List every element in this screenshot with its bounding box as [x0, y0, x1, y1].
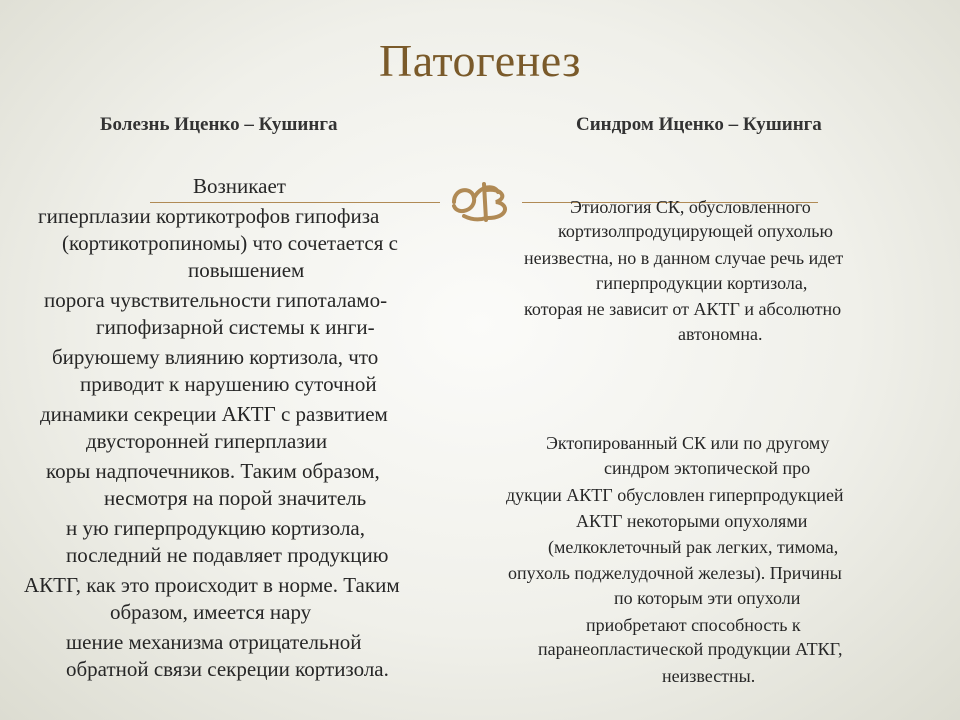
right-text-line: по которым эти опухоли	[614, 588, 801, 608]
left-text-line: гипофизарной системы к инги-	[96, 315, 375, 339]
left-text-line: несмотря на порой значитель	[104, 486, 367, 510]
left-text-line: Возникает	[193, 174, 286, 198]
right-text-line: неизвестны.	[662, 666, 756, 686]
left-column-heading: Болезнь Иценко – Кушинга	[100, 114, 338, 135]
right-text-line: неизвестна, но в данном случае речь идет	[524, 248, 844, 268]
left-text-line: коры надпочечников. Таким образом,	[46, 459, 380, 483]
left-text-line: гиперплазии кортикотрофов гипофиза	[38, 204, 380, 228]
right-text-line: синдром эктопической про	[604, 458, 811, 478]
left-text-line: повышением	[188, 258, 305, 282]
right-text-line: (мелкоклеточный рак легких, тимома,	[548, 537, 839, 557]
left-text-line: динамики секреции АКТГ с развитием	[40, 402, 388, 426]
right-text-line: Этиология СК, обусловленного	[570, 197, 811, 217]
right-text-line: дукции АКТГ обусловлен гиперпродукцией	[506, 485, 844, 505]
left-text-line: бируюшему влиянию кортизола, что	[52, 345, 379, 369]
left-text-line: двусторонней гиперплазии	[86, 429, 328, 453]
right-text-line: опухоль поджелудочной железы). Причины	[508, 563, 842, 583]
right-text-line: автономна.	[678, 324, 763, 344]
right-text-line: которая не зависит от АКТГ и абсолютно	[524, 299, 842, 319]
left-text-line: обратной связи секреции кортизола.	[66, 657, 389, 681]
right-text-line: приобретают способность к	[586, 615, 801, 635]
left-text-line: (кортикотропиномы) что сочетается с	[62, 231, 398, 255]
right-text-line: паранеопластической продукции АТКГ,	[538, 639, 843, 659]
right-text-line: гиперпродукции кортизола,	[596, 273, 808, 293]
left-text-line: приводит к нарушению суточной	[80, 372, 377, 396]
left-text-line: н ую гиперпродукцию кортизола,	[66, 516, 365, 540]
slide-title: Патогенез	[379, 35, 581, 86]
left-text-line: последний не подавляет продукцию	[66, 543, 389, 567]
right-text-line: АКТГ некоторыми опухолями	[576, 511, 808, 531]
right-column-heading: Синдром Иценко – Кушинга	[576, 114, 822, 135]
left-text-line: порога чувствительности гипоталамо-	[44, 288, 388, 312]
left-text-line: АКТГ, как это происходит в норме. Таким	[24, 573, 400, 597]
left-text-line: образом, имеется нару	[110, 600, 312, 624]
right-text-line: Эктопированный СК или по другому	[546, 433, 830, 453]
left-text-line: шение механизма отрицательной	[66, 630, 362, 654]
fleuron-ornament-icon	[446, 176, 518, 226]
divider-line-left	[150, 202, 440, 203]
right-text-line: кортизолпродуцирующей опухолью	[558, 221, 833, 241]
